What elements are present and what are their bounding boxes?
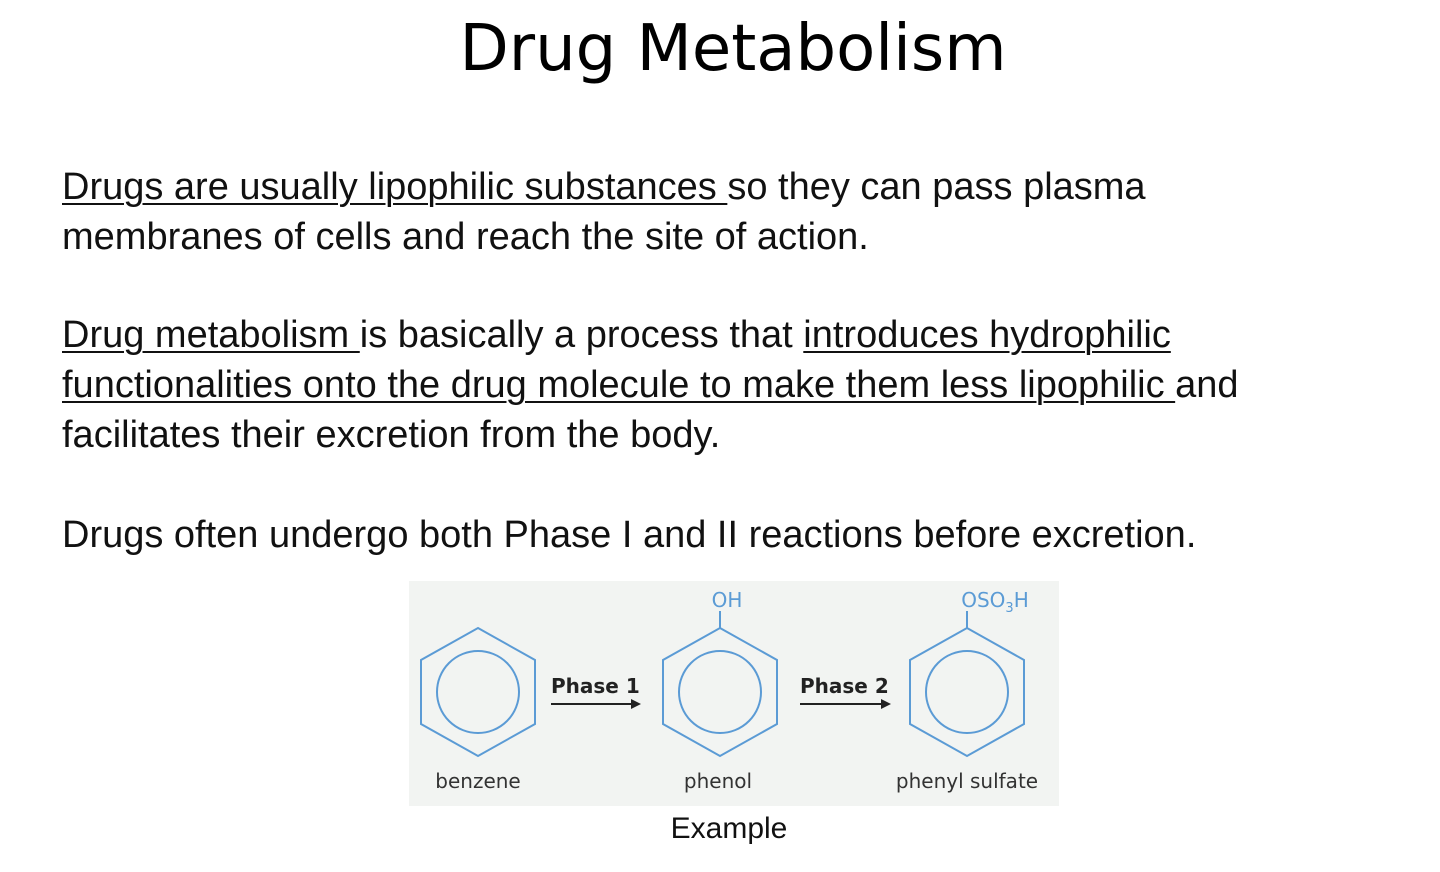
underlined-text: introduces hydrophilic <box>803 314 1171 356</box>
underlined-text: Drugs are usually lipophilic substances <box>62 166 728 208</box>
phase1-label: Phase 1 <box>551 674 640 698</box>
body-text: so they can pass plasma <box>727 166 1146 208</box>
phenol-ring <box>663 611 777 756</box>
underlined-text: Drug metabolism <box>62 314 360 356</box>
paragraph-metabolism <box>62 310 1402 460</box>
body-text: and <box>1175 364 1239 406</box>
paragraph-lipophilic <box>62 162 1402 262</box>
reaction-diagram <box>409 581 1059 806</box>
phase1-arrow <box>551 699 641 709</box>
figure-caption: Example <box>670 812 788 845</box>
phenyl-sulfate-ring <box>910 611 1024 756</box>
body-text: facilitates their excretion from the body. <box>62 414 721 456</box>
benzene-ring <box>421 628 535 756</box>
benzene-label: benzene <box>435 769 521 793</box>
body-text: membranes of cells and reach the site of action. <box>62 216 869 258</box>
page-title: Drug Metabolism <box>459 12 1007 86</box>
paragraph-phases: Drugs often undergo both Phase I and II reactions before excretion. <box>62 514 1197 556</box>
phenol-label: phenol <box>683 769 753 793</box>
body-text: is basically a process that <box>359 314 804 356</box>
phenyl-sulfate-label: phenyl sulfate <box>895 769 1039 793</box>
underlined-text: functionalities onto the drug molecule to make them less lipophilic <box>62 364 1176 406</box>
phase2-arrow <box>800 699 891 709</box>
hydroxyl-label: OH <box>711 588 743 612</box>
phase2-label: Phase 2 <box>800 674 889 698</box>
sulfate-label: $OSO_3H$ <box>961 588 1029 616</box>
reaction-figure <box>409 581 1059 806</box>
